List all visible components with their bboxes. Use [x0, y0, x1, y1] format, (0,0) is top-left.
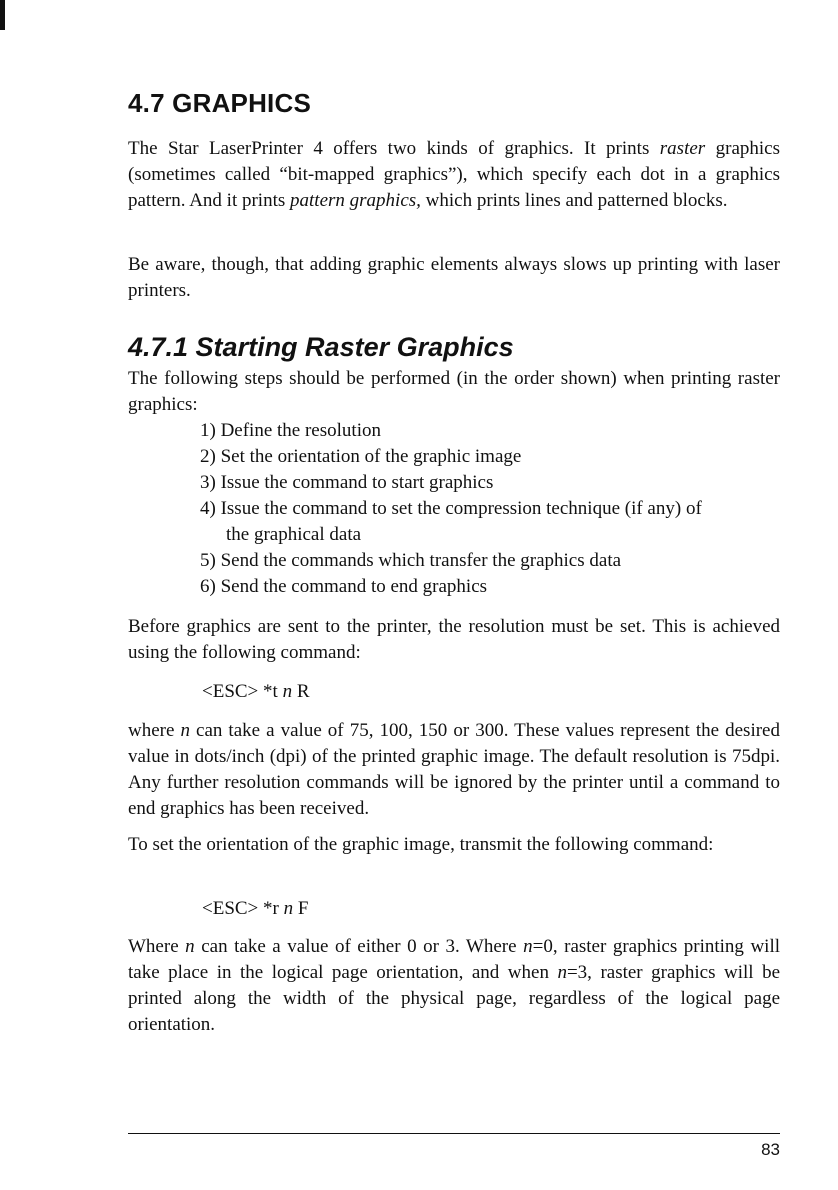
section-title: 4.7 GRAPHICS	[128, 88, 312, 118]
intro-paragraph-1	[128, 136, 780, 214]
paragraph-text: where	[128, 720, 181, 741]
intro-text-b: graphics (sometimes called “bit-mapped graphics”), which specify each dot in a graphics pattern. And it prints	[128, 138, 780, 211]
orientation-values-paragraph	[128, 934, 780, 1038]
list-item: 5) Send the commands which transfer the graphics data	[200, 550, 622, 571]
paragraph-text: can take a value of either 0 or 3. Where	[194, 936, 524, 957]
scan-edge-mark	[0, 0, 5, 30]
param-n: n	[557, 962, 567, 983]
paragraph-text: can take a value of 75, 100, 150 or 300. These values represent the desired value in dots/inch (dpi) of the printed graphic image. The default resolution is 75dpi. Any further resolution commands will be ignored by the printer until a command to end graphics has been received.	[128, 720, 780, 819]
intro-text-c: which prints lines and patterned blocks.	[420, 190, 728, 211]
command-text: F	[293, 898, 309, 919]
list-item: 1) Define the resolution	[200, 420, 381, 441]
resolution-paragraph: Before graphics are sent to the printer, the resolution must be set. This is achieved using the following command:	[128, 616, 780, 663]
paragraph-text: Where	[128, 936, 186, 957]
intro-em-pattern: pattern graphics,	[290, 190, 421, 211]
command-text: <ESC> *r	[202, 898, 284, 919]
resolution-values-paragraph	[128, 718, 780, 822]
list-item: 2) Set the orientation of the graphic image	[200, 446, 522, 467]
steps-list	[200, 418, 780, 600]
orientation-command	[202, 898, 308, 920]
param-n: n	[185, 936, 195, 957]
list-item: the graphical data	[226, 524, 362, 545]
command-text: R	[292, 681, 310, 702]
resolution-command	[202, 681, 310, 703]
intro-em-raster: raster	[659, 138, 706, 159]
param-n: n	[523, 936, 533, 957]
command-text: <ESC> *t	[202, 681, 283, 702]
list-item: 3) Issue the command to start graphics	[200, 472, 494, 493]
intro-paragraph-2: Be aware, though, that adding graphic elements always slows up printing with laser printers.	[128, 254, 780, 301]
paragraph-text: =3, raster graphics will be printed along the width of the physical page, regardless of the logical page orientation.	[128, 962, 780, 1035]
orientation-paragraph: To set the orientation of the graphic image, transmit the following command:	[128, 834, 714, 855]
paragraph-text: =0, raster graphics printing will take place in the logical page orientation, and when	[128, 936, 780, 983]
footer-rule	[128, 1133, 780, 1134]
list-item: 4) Issue the command to set the compression technique (if any) of	[200, 498, 702, 519]
param-n: n	[180, 720, 190, 741]
list-item: 6) Send the command to end graphics	[200, 576, 488, 597]
steps-lead: The following steps should be performed (in the order shown) when printing raster graphics:	[128, 368, 780, 415]
subsection-title: 4.7.1 Starting Raster Graphics	[128, 332, 514, 362]
page-number: 83	[761, 1140, 780, 1159]
intro-text-a: The Star LaserPrinter 4 offers two kinds of graphics. It prints	[128, 138, 660, 159]
command-param: n	[282, 681, 293, 702]
command-param: n	[283, 898, 294, 919]
